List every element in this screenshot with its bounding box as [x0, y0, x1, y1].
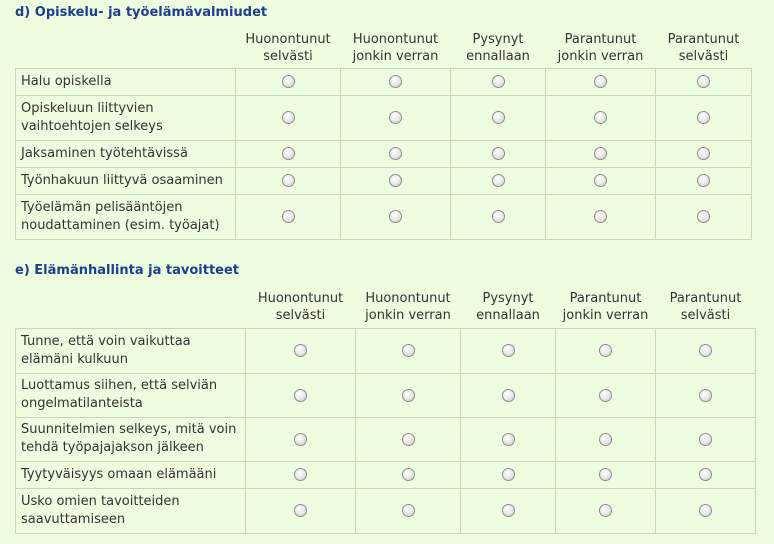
table-row	[16, 328, 756, 373]
header-empty	[16, 28, 236, 68]
radio-button[interactable]	[389, 174, 402, 187]
radio-button[interactable]	[402, 468, 415, 481]
table-row	[16, 68, 752, 95]
radio-button[interactable]	[599, 504, 612, 517]
radio-button[interactable]	[699, 468, 712, 481]
radio-button[interactable]	[294, 504, 307, 517]
radio-button[interactable]	[282, 174, 295, 187]
column-header: Huonontunut selvästi	[257, 291, 344, 324]
radio-button[interactable]	[402, 433, 415, 446]
radio-button[interactable]	[594, 147, 607, 160]
radio-button[interactable]	[697, 75, 710, 88]
column-header: Parantunut selvästi	[669, 291, 742, 324]
radio-button[interactable]	[282, 75, 295, 88]
radio-button[interactable]	[594, 210, 607, 223]
radio-button[interactable]	[294, 433, 307, 446]
table-row	[16, 461, 756, 488]
table-row	[16, 488, 756, 533]
radio-button[interactable]	[697, 210, 710, 223]
radio-button[interactable]	[492, 75, 505, 88]
radio-button[interactable]	[502, 468, 515, 481]
table-row	[16, 140, 752, 167]
column-header: Parantunut jonkin verran	[562, 291, 649, 324]
table-row	[16, 417, 756, 461]
row-label: Työelämän pelisääntöjen noudattaminen (esim. työajat)	[16, 194, 236, 239]
radio-button[interactable]	[599, 433, 612, 446]
radio-button[interactable]	[294, 468, 307, 481]
radio-button[interactable]	[389, 75, 402, 88]
column-header: Pysynyt ennallaan	[466, 31, 530, 64]
rating-table-d	[15, 28, 752, 240]
radio-button[interactable]	[502, 389, 515, 402]
rating-table-e	[15, 287, 756, 534]
header-empty	[16, 287, 246, 328]
radio-button[interactable]	[599, 344, 612, 357]
column-header: Parantunut jonkin verran	[557, 31, 644, 64]
radio-button[interactable]	[282, 111, 295, 124]
radio-button[interactable]	[492, 111, 505, 124]
table-row	[16, 95, 752, 140]
radio-button[interactable]	[492, 174, 505, 187]
row-label: Työnhakuun liittyvä osaaminen	[16, 167, 236, 194]
radio-button[interactable]	[594, 174, 607, 187]
radio-button[interactable]	[594, 111, 607, 124]
table-row	[16, 373, 756, 417]
column-header: Huonontunut selvästi	[245, 31, 331, 64]
header-row	[16, 28, 752, 68]
row-label: Halu opiskella	[16, 68, 236, 95]
radio-button[interactable]	[697, 147, 710, 160]
radio-button[interactable]	[594, 75, 607, 88]
header-row	[16, 287, 756, 328]
radio-button[interactable]	[282, 147, 295, 160]
radio-button[interactable]	[402, 344, 415, 357]
section-title-d: d) Opiskelu- ja työelämävalmiudet	[15, 5, 268, 20]
column-header: Pysynyt ennallaan	[476, 291, 540, 324]
radio-button[interactable]	[699, 389, 712, 402]
radio-button[interactable]	[389, 111, 402, 124]
radio-button[interactable]	[697, 174, 710, 187]
row-label: Suunnitelmien selkeys, mitä voin tehdä työpajajakson jälkeen	[16, 417, 246, 461]
radio-button[interactable]	[502, 433, 515, 446]
radio-button[interactable]	[502, 504, 515, 517]
radio-button[interactable]	[389, 210, 402, 223]
column-header: Huonontunut jonkin verran	[365, 291, 451, 324]
row-label: Tyytyväisyys omaan elämääni	[16, 461, 246, 488]
radio-button[interactable]	[282, 210, 295, 223]
column-header: Parantunut selvästi	[667, 31, 740, 64]
radio-button[interactable]	[502, 344, 515, 357]
table-row	[16, 167, 752, 194]
table-row	[16, 194, 752, 239]
section-title-e: e) Elämänhallinta ja tavoitteet	[15, 263, 240, 278]
row-label: Luottamus siihen, että selviän ongelmatilanteista	[16, 373, 246, 417]
radio-button[interactable]	[599, 389, 612, 402]
radio-button[interactable]	[402, 504, 415, 517]
radio-button[interactable]	[492, 210, 505, 223]
column-header: Huonontunut jonkin verran	[352, 31, 439, 64]
row-label: Usko omien tavoitteiden saavuttamiseen	[16, 488, 246, 533]
row-label: Jaksaminen työtehtävissä	[16, 140, 236, 167]
row-label: Opiskeluun liittyvien vaihtoehtojen selkeys	[16, 95, 236, 140]
radio-button[interactable]	[294, 344, 307, 357]
radio-button[interactable]	[389, 147, 402, 160]
radio-button[interactable]	[492, 147, 505, 160]
radio-button[interactable]	[699, 344, 712, 357]
radio-button[interactable]	[402, 389, 415, 402]
radio-button[interactable]	[697, 111, 710, 124]
radio-button[interactable]	[699, 433, 712, 446]
radio-button[interactable]	[294, 389, 307, 402]
radio-button[interactable]	[599, 468, 612, 481]
row-label: Tunne, että voin vaikuttaa elämäni kulkuun	[16, 328, 246, 373]
radio-button[interactable]	[699, 504, 712, 517]
